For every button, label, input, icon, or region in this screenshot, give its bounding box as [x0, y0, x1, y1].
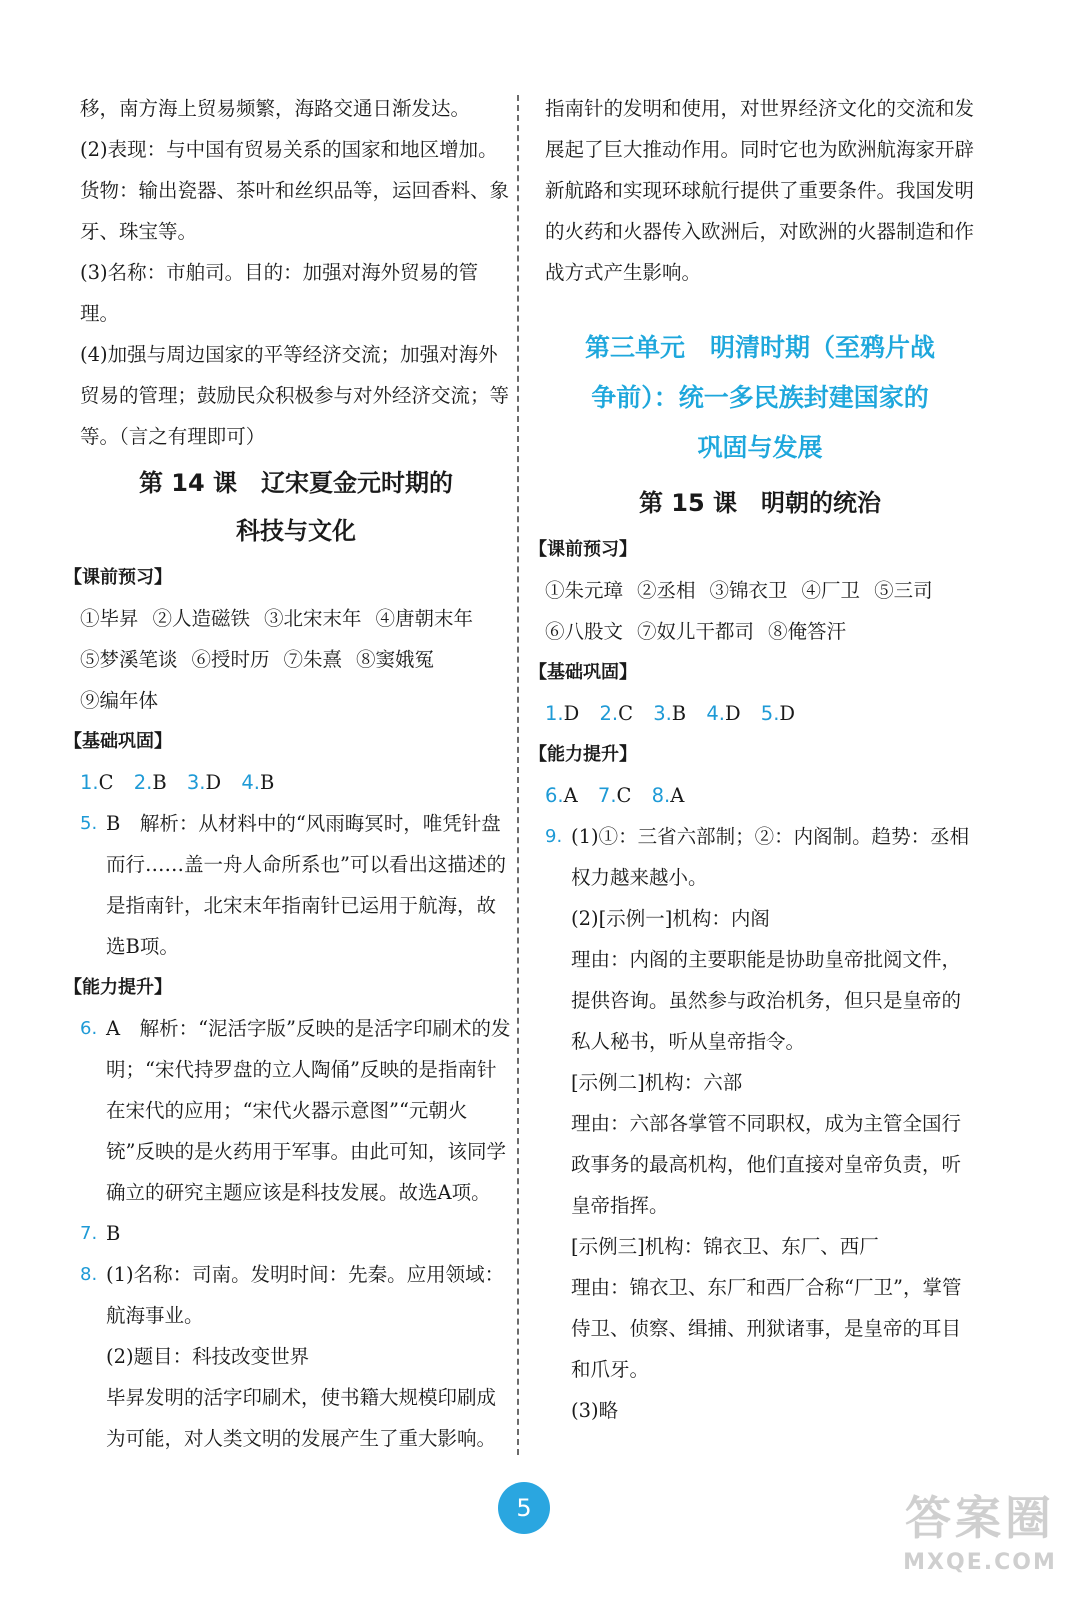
answer-text: B	[106, 1222, 121, 1245]
answer-text: [示例二]机构：六部	[571, 1071, 743, 1094]
preview-item: ⑧窦娥冤	[356, 648, 435, 671]
paragraph: (3)名称：市舶司。目的：加强对海外贸易的管理。	[80, 261, 479, 325]
answer-text: (2)题目：科技改变世界	[106, 1345, 310, 1368]
question-number: 6.	[545, 784, 564, 807]
preview-item: ⑦朱熹	[283, 648, 343, 671]
preview-answers	[545, 570, 975, 652]
section-heading-basic: 【基础巩固】	[64, 731, 172, 752]
question-number: 2.	[133, 771, 153, 794]
unit-title-line: 争前）：统一多民族封建国家的	[591, 383, 929, 412]
column-divider	[517, 95, 519, 1455]
preview-item: ①朱元璋	[545, 579, 624, 602]
answer-text: (1)名称：司南。发明时间：先秦。应用领域：航海事业。	[106, 1263, 505, 1327]
question-number: 1.	[80, 771, 99, 794]
answer-text: B 解析：从材料中的“风雨晦冥时，唯凭针盘而行……盖一舟人命所系也”可以看出这描述的是指南针，北宋末年指南针已运用于航海，故选B项。	[106, 812, 506, 958]
preview-item: ①毕昇	[80, 607, 139, 630]
paragraph: (2)表现：与中国有贸易关系的国家和地区增加。货物：输出瓷器、茶叶和丝织品等，运回香料、象牙、珠宝等。	[80, 138, 510, 243]
answer: C	[98, 771, 114, 794]
section-heading-ability: 【能力提升】	[529, 744, 637, 765]
answer: D	[724, 702, 741, 725]
answer: D	[563, 702, 580, 725]
answer: D	[205, 771, 222, 794]
ability-answers	[545, 775, 975, 816]
basic-answers	[545, 693, 975, 734]
answer: C	[616, 784, 632, 807]
question-number: 6.	[80, 1018, 98, 1039]
section-heading-preview: 【课前预习】	[529, 539, 637, 560]
preview-item: ⑨编年体	[80, 689, 159, 712]
unit-title-line: 第三单元 明清时期（至鸦片战	[584, 333, 935, 362]
question-7	[80, 1213, 512, 1254]
answer-text: 毕昇发明的活字印刷术，使书籍大规模印刷成为可能，对人类文明的发展产生了重大影响。	[106, 1386, 497, 1450]
answer-text: (3)略	[571, 1399, 619, 1422]
unit-3-title	[545, 323, 975, 473]
question-number: 2.	[599, 702, 619, 725]
section-heading-preview: 【课前预习】	[64, 567, 172, 588]
paragraph: (4)加强与周边国家的平等经济交流；加强对海外贸易的管理；鼓励民众积极参与对外经济交流；等等。（言之有理即可）	[80, 343, 510, 448]
lesson-title-line: 科技与文化	[236, 517, 356, 545]
answer: A	[670, 784, 685, 807]
question-number: 7.	[597, 784, 617, 807]
preview-item: ⑥八股文	[545, 620, 624, 643]
answer: B	[671, 702, 687, 725]
preview-item: ⑧俺答汗	[768, 620, 847, 643]
question-number: 5.	[80, 813, 98, 834]
preview-item: ④厂卫	[801, 579, 861, 602]
preview-item: ⑥授时历	[191, 648, 270, 671]
page-number-badge: 5	[498, 1482, 550, 1534]
preview-item: ⑤三司	[874, 579, 933, 602]
left-column	[64, 88, 512, 1459]
basic-answers	[80, 762, 512, 803]
question-8	[80, 1254, 512, 1459]
question-number: 3.	[653, 702, 672, 725]
preview-item: ②丞相	[637, 579, 696, 602]
lesson-15-title: 第 15 课 明朝的统治	[638, 489, 882, 517]
answer-text: 理由：内阁的主要职能是协助皇帝批阅文件，提供咨询。虽然参与政治机务，但只是皇帝的私人秘书，听从皇帝指令。	[571, 948, 962, 1053]
answer-text: 理由：六部各掌管不同职权，成为主管全国行政事务的最高机构，他们直接对皇帝负责，听皇帝指挥。	[571, 1112, 962, 1217]
question-number: 1.	[545, 702, 564, 725]
answer-text: (2)[示例一]机构：内阁	[571, 907, 770, 930]
watermark-logo	[890, 1488, 1070, 1592]
section-heading-ability: 【能力提升】	[64, 977, 172, 998]
question-5	[80, 803, 512, 967]
preview-item: ④唐朝末年	[375, 607, 474, 630]
question-number: 8.	[651, 784, 671, 807]
question-number: 4.	[241, 771, 260, 794]
preview-item: ⑦奴儿干都司	[637, 620, 755, 643]
answer: B	[259, 771, 275, 794]
question-number: 7.	[80, 1223, 98, 1244]
answer: A	[563, 784, 578, 807]
answer-text: 理由：锦衣卫、东厂和西厂合称“厂卫”，掌管侍卫、侦察、缉捕、刑狱诸事，是皇帝的耳目和爪牙。	[571, 1276, 962, 1381]
watermark-text: 答案圈	[905, 1491, 1055, 1545]
paragraph: 指南针的发明和使用，对世界经济文化的交流和发展起了巨大推动作用。同时它也为欧洲航海家开辟新航路和实现环球航行提供了重要条件。我国发明的火药和火器传入欧洲后，对欧洲的火器制造和作战方式产生影响。	[545, 97, 975, 284]
question-number: 9.	[545, 826, 563, 847]
preview-item: ⑤梦溪笔谈	[80, 648, 178, 671]
question-number: 5.	[760, 702, 780, 725]
lesson-title-line: 第 14 课 辽宋夏金元时期的	[138, 469, 454, 497]
question-6	[80, 1008, 512, 1213]
lesson-14-title	[80, 459, 512, 555]
preview-item: ③北宋末年	[264, 607, 362, 630]
answer-text: [示例三]机构：锦衣卫、东厂、西厂	[571, 1235, 879, 1258]
answer: B	[152, 771, 167, 794]
answer-text: (1)①：三省六部制；②：内阁制。趋势：丞相权力越来越小。	[571, 825, 970, 889]
question-number: 3.	[186, 771, 206, 794]
unit-title-line: 巩固与发展	[697, 433, 823, 462]
answer-text: A 解析：“泥活字版”反映的是活字印刷术的发明；“宋代持罗盘的立人陶俑”反映的是指南针在宋代的应用；“宋代火器示意图”“元朝火铳”反映的是火药用于军事。由此可知，该同学确立的研究主题应该是科技发展。故选A项。	[106, 1017, 511, 1204]
question-number: 4.	[706, 702, 725, 725]
answer: D	[779, 702, 796, 725]
preview-answers	[80, 598, 512, 721]
preview-item: ③锦衣卫	[709, 579, 788, 602]
paragraph: 移，南方海上贸易频繁，海路交通日渐发达。	[80, 97, 471, 120]
answer: C	[618, 702, 633, 725]
preview-item: ②人造磁铁	[152, 607, 251, 630]
question-9	[545, 816, 975, 1431]
watermark-url: MXQE.COM	[903, 1550, 1057, 1575]
right-column	[529, 88, 975, 1431]
section-heading-basic: 【基础巩固】	[529, 662, 637, 683]
question-number: 8.	[80, 1264, 98, 1285]
